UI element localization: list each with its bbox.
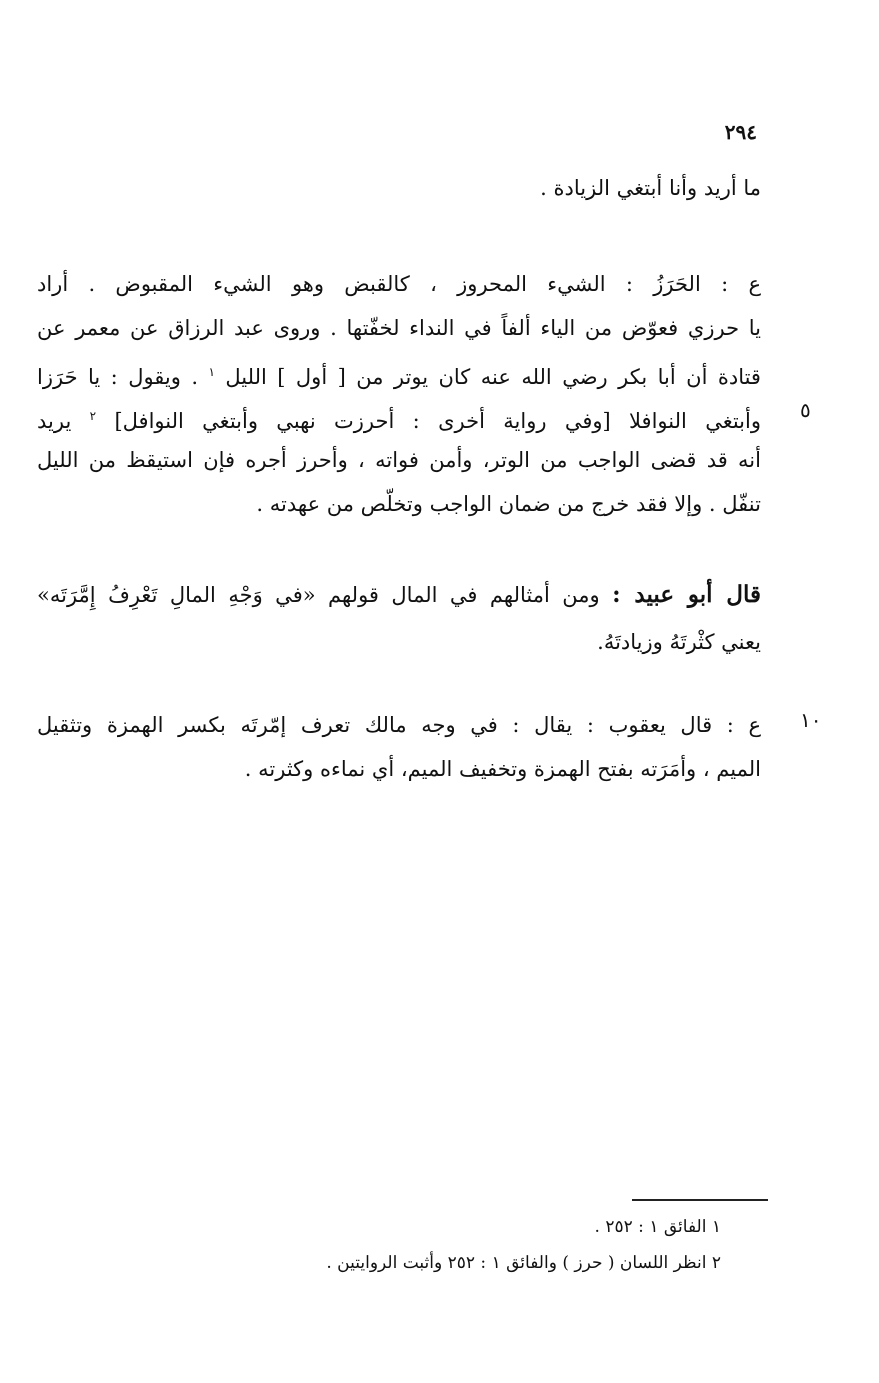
para1-line1: ع : الحَرَزُ : الشيء المحروز ، كالقبض وهو الشيء المقبوض . أراد: [37, 272, 761, 296]
para1-line2: يا حرزي فعوّض من الياء ألفاً في النداء لخفّتها . وروى عبد الرزاق عن معمر عن: [37, 316, 761, 340]
para1-line4-text-end: يريد: [37, 409, 72, 433]
para1-line3-text-end: . ويقول : يا حَرَزا: [37, 365, 199, 389]
para1-line6: تنفّل . وإلا فقد خرج من ضمان الواجب وتخلّص من عهدته .: [256, 492, 761, 516]
para1-line4: [37, 394, 761, 443]
para3-line2: الميم ، وأمَرَته بفتح الهمزة وتخفيف الميم، أي نماءه وكثرته .: [244, 757, 761, 781]
para2-line1-text: ومن أمثالهم في المال قولهم «في وَجْهِ المالِ تَعْرِفُ إِمَّرَتَه»: [37, 583, 600, 607]
footnote-ref-2: ٢: [89, 409, 97, 423]
top-line: ما أريد وأنا أبتغي الزيادة .: [540, 176, 761, 200]
para1-line4-text: وأبتغي النوافلا [وفي رواية أخرى : أحرزت نهبي وأبتغي النوافل]: [114, 409, 761, 433]
footnote-1: ١ الفائق ١ : ٢٥٢ .: [594, 1217, 721, 1237]
speaker-abu-ubayd: قال أبو عبيد :: [612, 581, 762, 608]
margin-line-number-5: ٥: [800, 398, 811, 422]
para1-line3: [37, 350, 761, 399]
page-number: ٢٩٤: [724, 120, 757, 144]
footnote-2: ٢ انظر اللسان ( حرز ) والفائق ١ : ٢٥٢ وأثبت الروايتين .: [326, 1253, 721, 1273]
footnote-ref-1: ١: [208, 365, 215, 379]
para1-line5: أنه قد قضى الواجب من الوتر، وأمن فواته ، وأحرز أجره فإن استيقظ من الليل: [37, 448, 761, 472]
footnote-separator: [632, 1199, 768, 1201]
para3-line1: ع : قال يعقوب : يقال : في وجه مالك تعرف إمّرتَه بكسر الهمزة وتثقيل: [37, 713, 762, 737]
para2-line1: [37, 573, 761, 617]
para2-line2: يعني كثْرتَهُ وزيادتَهُ.: [597, 630, 761, 654]
para1-line3-text: قتادة أن أبا بكر رضي الله عنه كان يوتر من [ أول ] الليل: [225, 365, 761, 389]
margin-line-number-10: ١٠: [800, 708, 822, 732]
